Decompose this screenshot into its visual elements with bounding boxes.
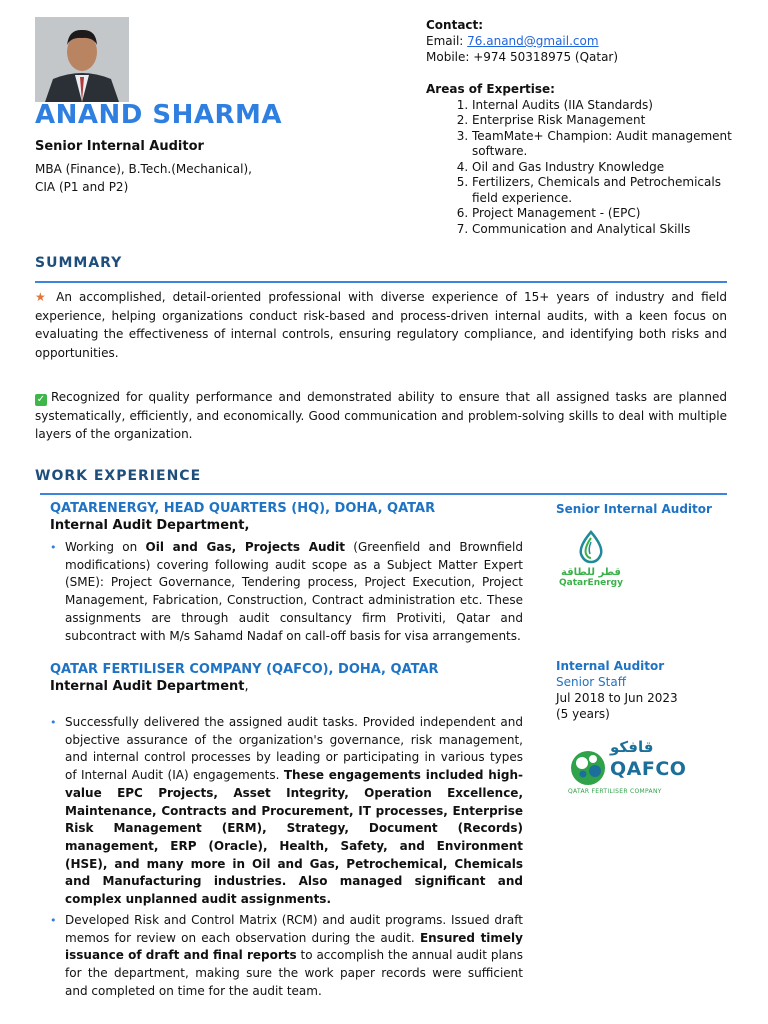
expertise-item: 6. Project Management - (EPC)	[472, 206, 746, 222]
logo-subtext: QATAR FERTILISER COMPANY	[568, 788, 662, 795]
bullet-bold: These engagements included high-value EPC Projects, Asset Integrity, Operation Excellence, Maintenance, Contracts and Procurement, IT processes, Enterprise Risk Management (ERM), Strategy, Document (Records) management, ERP (Oracle), Health, Safety, and Environment (HSE), and many more in Oil and Gas, Petrochemical, Chemicals and Manufacturing industries. Also managed significant and complex unplanned audit assignments.	[65, 768, 523, 907]
bullet-bold: Oil and Gas, Projects Audit	[145, 540, 345, 554]
candidate-role: Senior Internal Auditor	[35, 139, 204, 154]
job-title: Senior Internal Auditor	[556, 502, 712, 516]
expertise-item: 3. TeamMate+ Champion: Audit management software.	[472, 129, 746, 160]
job-bullet	[50, 912, 523, 1001]
job-bullet	[50, 539, 523, 645]
logo-arabic: قافكو	[610, 738, 654, 756]
company-name: QATAR FERTILISER COMPANY (QAFCO), DOHA, QATAR	[50, 662, 439, 677]
job-duration: (5 years)	[556, 707, 610, 721]
qafco-logo	[568, 738, 687, 808]
contact-title: Contact:	[426, 18, 484, 32]
mobile-line: Mobile: +974 50318975 (Qatar)	[426, 50, 619, 64]
expertise-item: 4. Oil and Gas Industry Knowledge	[472, 160, 746, 176]
job-dates: Jul 2018 to Jun 2023	[556, 691, 678, 705]
department	[50, 679, 249, 694]
expertise-item: 7. Communication and Analytical Skills	[472, 222, 746, 238]
bullet-icon: •	[50, 914, 57, 927]
qualifications	[35, 160, 295, 196]
logo-text: QatarEnergy	[559, 578, 623, 588]
job-side-info	[556, 658, 678, 722]
job-bullet	[50, 714, 523, 909]
summary-text: An accomplished, detail-oriented professional with diverse experience of 15+ years of industry and field experience, helping organizations conduct risk-based and process-driven internal audits, with a keen focus on evaluating the effectiveness of internal controls, ensuring regulatory compliance, and identifying both risks and opportunities.	[35, 290, 727, 360]
job-level: Senior Staff	[556, 675, 626, 689]
section-divider	[35, 281, 727, 283]
bullet-icon: •	[50, 716, 57, 729]
bullet-text: (Greenfield and Brownfield modifications) covering following audit scope as a Subject Matter Expert (SME): Project Governance, Tendering process, Project Execution, Project Management, Fabrication, Construction, Contract administration etc. These assignments are through audit consultancy firm Protiviti, Qatar and subcontract with M/s Sahamd Nadaf on call-off basis for visa arrangements.	[65, 540, 523, 643]
bullet-bold: Ensured timely issuance of draft and final reports	[65, 930, 523, 963]
profile-photo	[35, 17, 129, 102]
expertise-list	[426, 98, 746, 238]
qualifications-line: MBA (Finance), B.Tech.(Mechanical),	[35, 162, 252, 176]
expertise-title: Areas of Expertise:	[426, 82, 555, 96]
summary-heading: SUMMARY	[35, 255, 123, 271]
expertise-item: 5. Fertilizers, Chemicals and Petrochemicals field experience.	[472, 175, 746, 206]
summary-text: Recognized for quality performance and demonstrated ability to ensure that all assigned tasks are planned systematically, efficiently, and economically. Good communication and problem-solving skills to deal with multiple layers of the organization.	[35, 390, 727, 441]
qatarenergy-logo	[556, 530, 626, 596]
bullet-text: Developed Risk and Control Matrix (RCM) and audit programs. Issued draft memos for review on each observation during the audit.	[65, 913, 523, 945]
company-name: QATARENERGY, HEAD QUARTERS (HQ), DOHA, QATAR	[50, 501, 436, 516]
email-link[interactable]: 76.anand@gmail.com	[467, 34, 599, 48]
contact-block	[426, 17, 746, 65]
bullet-icon: •	[50, 541, 57, 554]
department: Internal Audit Department,	[50, 518, 250, 533]
job-title: Internal Auditor	[556, 659, 665, 673]
expertise-block	[426, 82, 746, 237]
department-label: Internal Audit Department	[50, 679, 245, 694]
bullet-text: Working on	[65, 540, 146, 554]
star-icon: ★	[35, 290, 50, 304]
leaf-icon	[568, 744, 608, 788]
section-divider	[40, 493, 727, 495]
logo-text: QAFCO	[610, 758, 687, 780]
email-line	[426, 33, 746, 49]
expertise-item: 2. Enterprise Risk Management	[472, 113, 746, 129]
summary-paragraph	[35, 288, 727, 362]
qualifications-line: CIA (P1 and P2)	[35, 180, 129, 194]
summary-paragraph	[35, 388, 727, 444]
drop-icon	[571, 530, 611, 564]
candidate-name: ANAND SHARMA	[35, 100, 283, 130]
expertise-item: 1. Internal Audits (IIA Standards)	[472, 98, 746, 114]
department-suffix: ,	[244, 679, 249, 694]
job-side-info	[556, 501, 712, 517]
bullet-text: to accomplish the annual audit plans for the department, making sure the work paper records were sufficient and completed on time for the audit team.	[65, 948, 523, 998]
email-label: Email:	[426, 34, 468, 48]
bullet-text: Successfully delivered the assigned audit tasks. Provided independent and objective assurance of the organization's governance, risk management, and internal control processes by leading or participating in various types of Internal Audit (IA) engagements.	[65, 715, 523, 783]
logo-arabic: قطر للطاقة	[561, 567, 621, 578]
checkmark-icon: ✓	[36, 394, 46, 405]
work-experience-heading: WORK EXPERIENCE	[35, 468, 202, 484]
